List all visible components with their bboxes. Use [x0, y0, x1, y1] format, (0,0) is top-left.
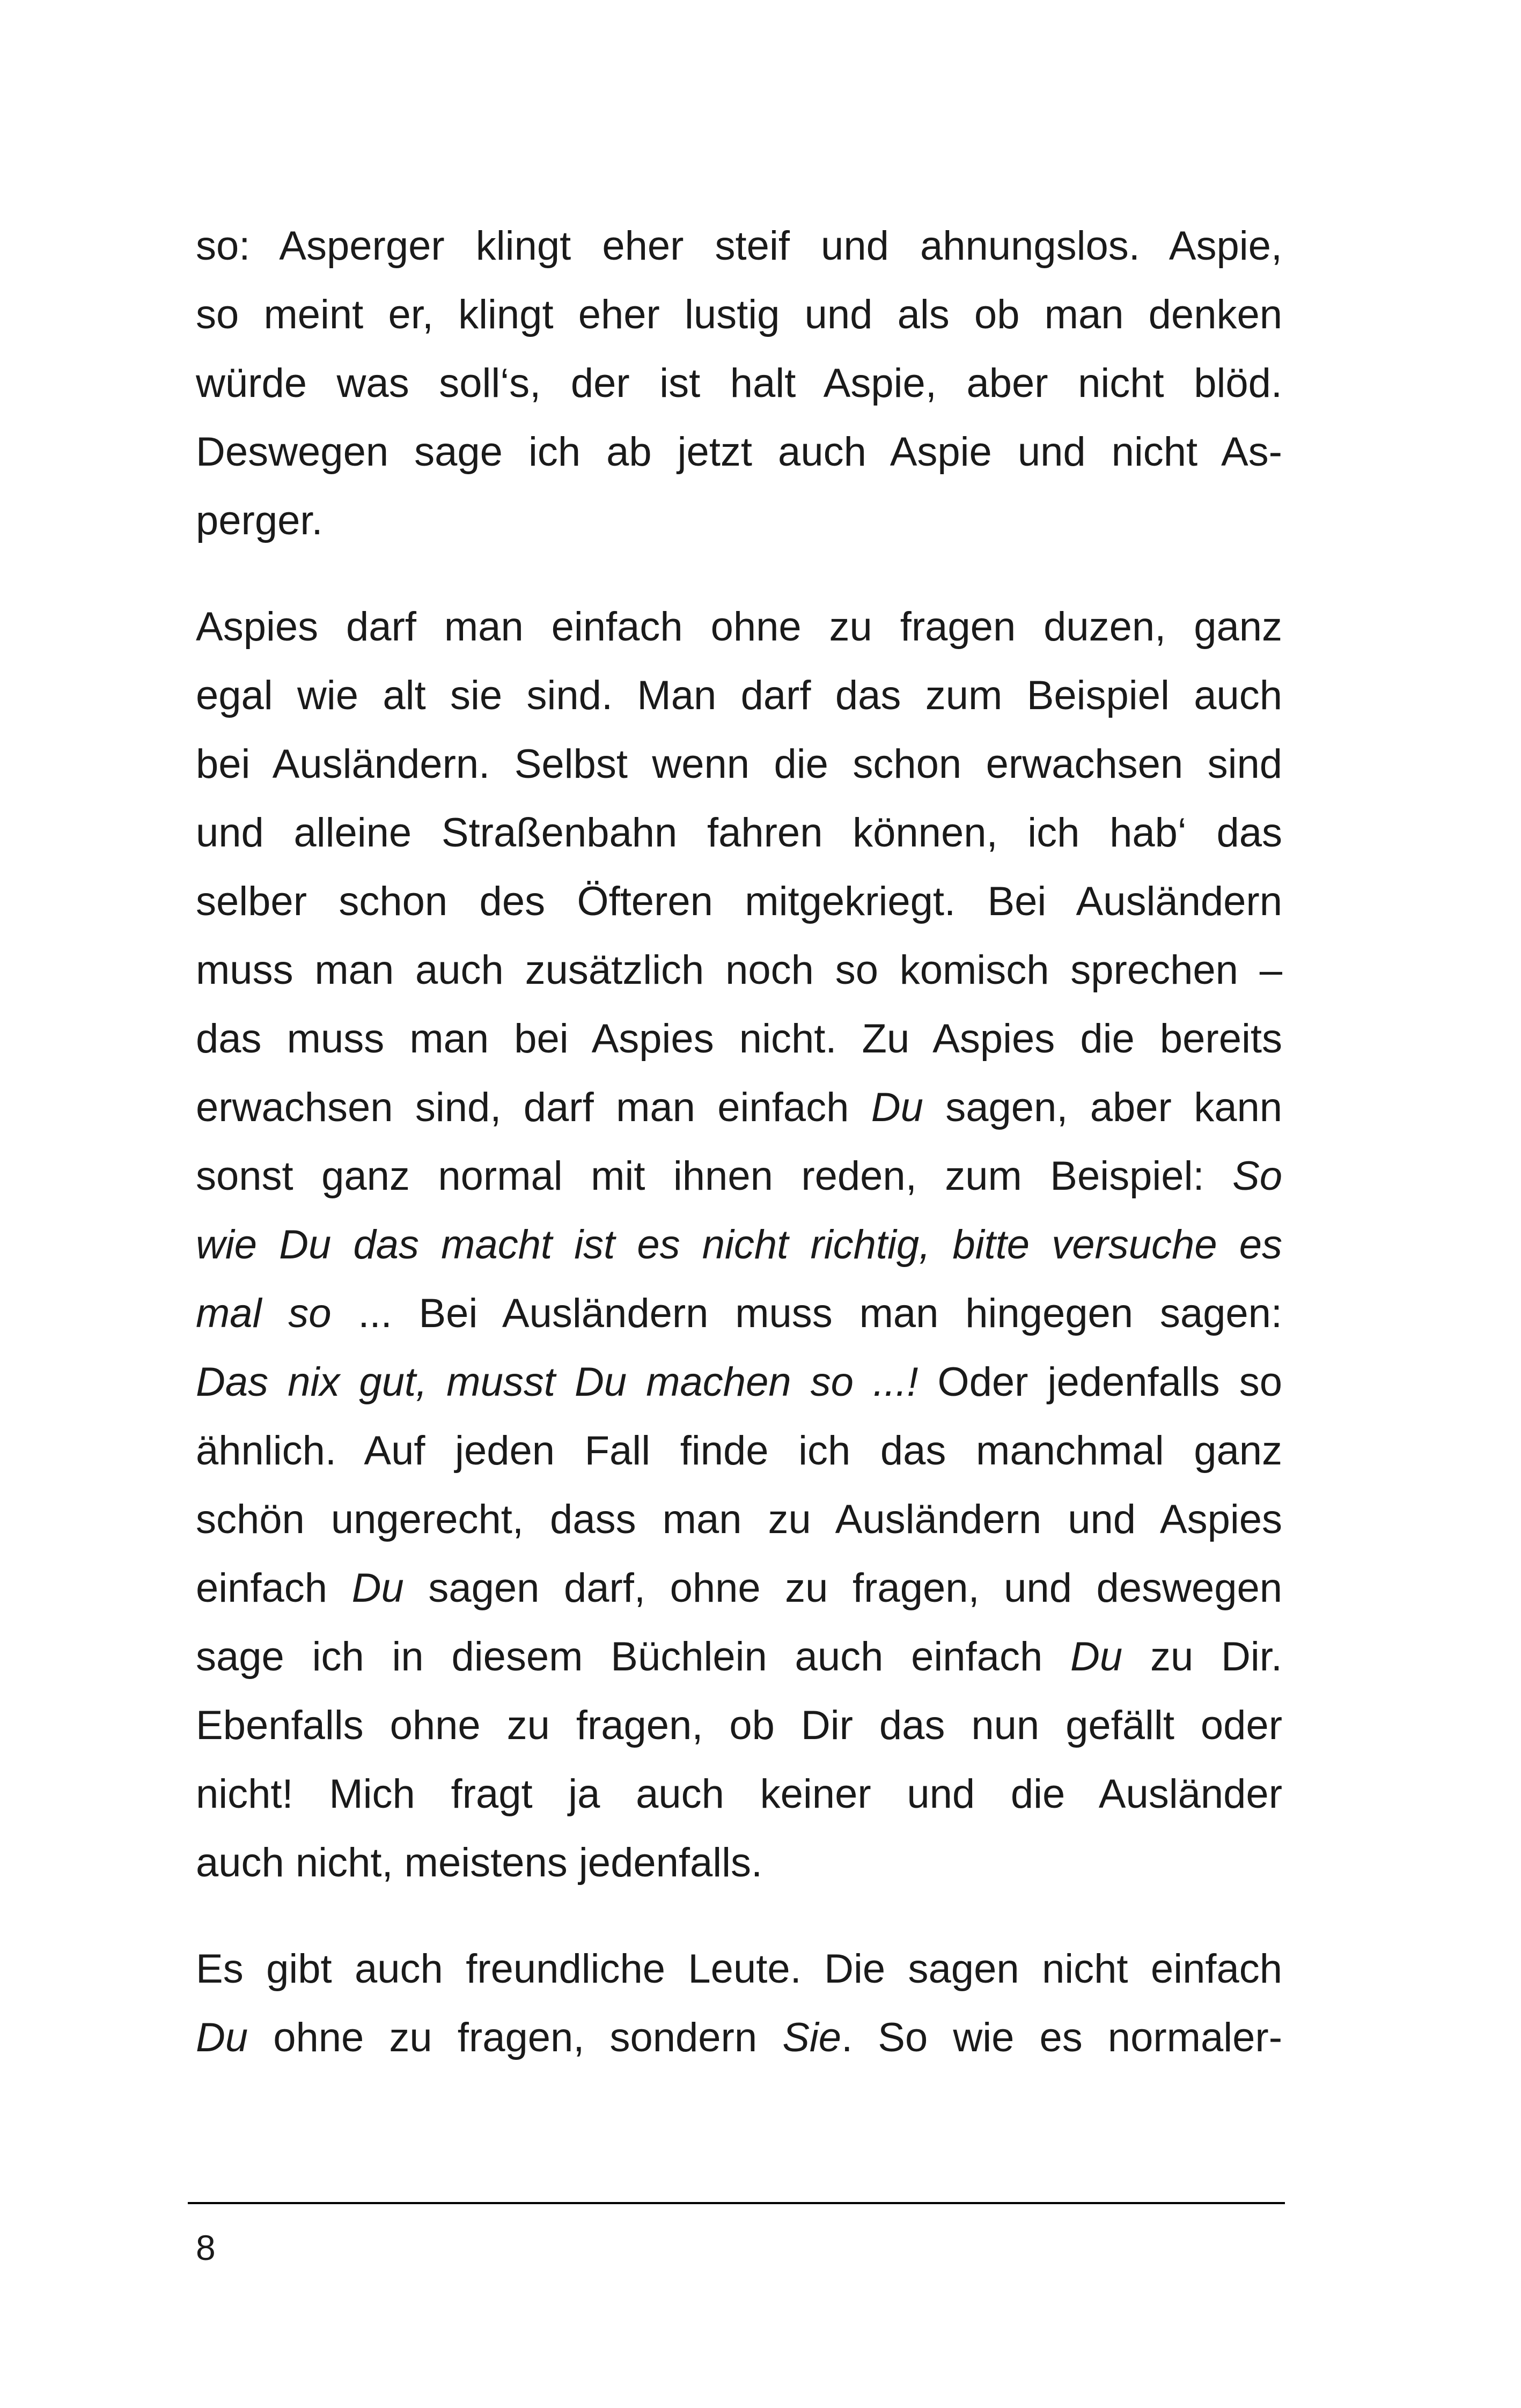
text-run: Ebenfalls ohne zu fragen, ob Dir das nun gefällt oder: [196, 1703, 1282, 1748]
italic-text: Du: [196, 2015, 248, 2060]
text-run: Aspies darf man einfach ohne zu fragen duzen, ganz: [196, 604, 1282, 650]
text-line: [196, 1554, 1282, 1623]
text-run: so meint er, klingt eher lustig und als ob man denken: [196, 292, 1282, 337]
text-run: selber schon des Öfteren mitgekriegt. Bei Ausländern: [196, 879, 1282, 924]
text-run: schön ungerecht, dass man zu Ausländern und Aspies: [196, 1497, 1282, 1542]
text-line: [196, 799, 1282, 867]
text-line: [196, 661, 1282, 730]
italic-text: wie Du das macht ist es nicht richtig, bitte versuche es: [196, 1222, 1282, 1268]
paragraph: [196, 593, 1282, 1897]
text-run: auch nicht, meistens jedenfalls.: [196, 1840, 763, 1886]
page-number: 8: [196, 2228, 216, 2267]
text-line: [196, 730, 1282, 799]
text-run: erwachsen sind, darf man einfach: [196, 1085, 871, 1130]
text-line: [196, 1691, 1282, 1760]
italic-text: mal so: [196, 1291, 332, 1336]
text-line: [196, 212, 1282, 281]
text-line: [196, 1211, 1282, 1279]
text-run: das muss man bei Aspies nicht. Zu Aspies die bereits: [196, 1016, 1282, 1062]
text-run: Oder jedenfalls so: [918, 1359, 1282, 1405]
italic-text: Du: [871, 1085, 923, 1130]
italic-text: So: [1232, 1153, 1282, 1199]
body-text: [196, 212, 1282, 2072]
italic-text: Du: [351, 1565, 404, 1611]
text-run: bei Ausländern. Selbst wenn die schon erwachsen sind: [196, 741, 1282, 787]
text-line: [196, 418, 1282, 487]
paragraph-gap: [196, 1897, 1282, 1935]
text-run: ohne zu fragen, sondern: [248, 2015, 783, 2060]
text-run: . So wie es normaler-: [841, 2015, 1283, 2060]
paragraph-gap: [196, 555, 1282, 593]
text-line: [196, 1485, 1282, 1554]
text-line: [196, 936, 1282, 1005]
paragraph: [196, 212, 1282, 555]
text-run: sonst ganz normal mit ihnen reden, zum Beispiel:: [196, 1153, 1233, 1199]
text-run: würde was soll‘s, der ist halt Aspie, aber nicht blöd.: [196, 360, 1282, 406]
text-run: und alleine Straßenbahn fahren können, ich hab‘ das: [196, 810, 1282, 856]
text-run: Deswegen sage ich ab jetzt auch Aspie und nicht As-: [196, 429, 1282, 475]
text-line: [196, 867, 1282, 936]
text-run: einfach: [196, 1565, 352, 1611]
text-run: so: Asperger klingt eher steif und ahnungslos. Aspie,: [196, 223, 1282, 269]
paragraph: [196, 1935, 1282, 2072]
text-line: [196, 1005, 1282, 1073]
text-run: perger.: [196, 498, 323, 543]
text-line: [196, 281, 1282, 349]
text-line: [196, 349, 1282, 418]
text-line: [196, 1279, 1282, 1348]
text-run: muss man auch zusätzlich noch so komisch sprechen –: [196, 947, 1282, 993]
text-run: ... Bei Ausländern muss man hingegen sagen:: [331, 1291, 1282, 1336]
footer-divider: [188, 2202, 1285, 2204]
text-line: [196, 593, 1282, 661]
text-line: [196, 487, 1282, 555]
text-run: sagen darf, ohne zu fragen, und deswegen: [403, 1565, 1282, 1611]
text-line: [196, 1935, 1282, 2004]
italic-text: Das nix gut, musst Du machen so ...!: [196, 1359, 919, 1405]
text-line: [196, 1417, 1282, 1485]
text-line: [196, 1142, 1282, 1211]
text-run: zu Dir.: [1122, 1634, 1282, 1680]
italic-text: Du: [1070, 1634, 1123, 1680]
text-line: [196, 1623, 1282, 1691]
text-line: [196, 2004, 1282, 2072]
text-run: sage ich in diesem Büchlein auch einfach: [196, 1634, 1070, 1680]
text-line: [196, 1829, 1282, 1897]
text-run: egal wie alt sie sind. Man darf das zum Beispiel auch: [196, 673, 1282, 718]
text-run: ähnlich. Auf jeden Fall finde ich das manchmal ganz: [196, 1428, 1282, 1474]
text-line: [196, 1348, 1282, 1417]
text-run: nicht! Mich fragt ja auch keiner und die Ausländer: [196, 1771, 1282, 1817]
text-run: sagen, aber kann: [923, 1085, 1282, 1130]
italic-text: Sie: [782, 2015, 842, 2060]
text-line: [196, 1760, 1282, 1829]
text-line: [196, 1073, 1282, 1142]
text-run: Es gibt auch freundliche Leute. Die sagen nicht einfach: [196, 1946, 1282, 1992]
